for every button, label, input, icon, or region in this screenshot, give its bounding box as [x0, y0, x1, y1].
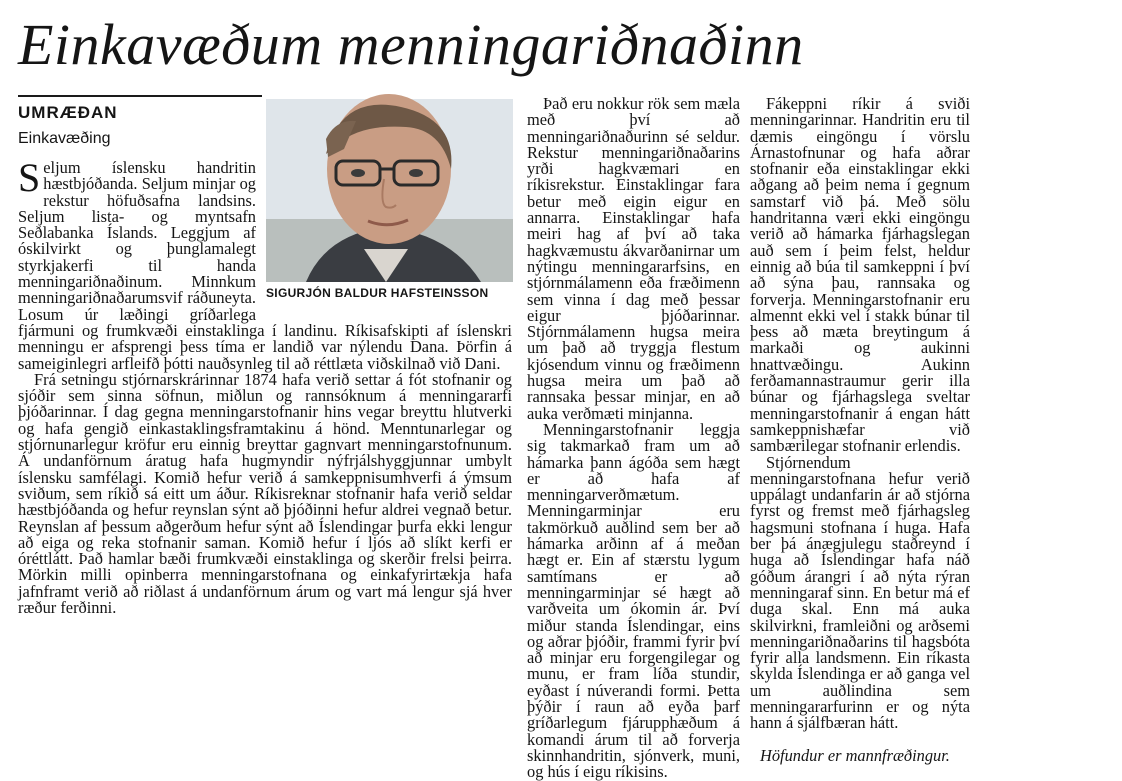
- article-column-3: [750, 94, 970, 765]
- section-subkicker: Einkavæðing: [18, 130, 111, 147]
- article-column-2: [527, 94, 740, 781]
- section-kicker: UMRÆÐAN: [18, 103, 118, 122]
- section-rule: [18, 95, 262, 97]
- article-paragraph: Seljum íslensku handritin hæstbjóðanda. Seljum minjar og rekstur höfuðsafna landsins. Seljum lista- og myntsafn Seðlabanka Íslands. Leggjum af óskilvirkt og þunglamalegt styrkjakerfi til handa menningariðnaðinum. Minnkum menningariðnaðarumsvif ráðuneyta. Losum úr læðingi gríðarlega fjármuni og frumkvæði einstaklinga í landinu. Ríkisafskipti af íslenskri menningu er afsprengi þess tíma er landið var nýlendu Dana. Þörfin á sameiginlegri arfleifð þótti nauðsynleg til að réttlæta viðskilnað við Dani.: [18, 155, 512, 373]
- author-note: Höfundur er mannfræðingur.: [760, 745, 950, 765]
- photo-wrap-spacer: [256, 160, 512, 307]
- article-paragraph: Frá setningu stjórnarskrárinnar 1874 hafa verið settar á fót stofnanir og sjóðir sem sinna söfnun, miðlun og rannsóknum á menningararfi þjóðarinnar. Í dag gegna menningarstofnanir hins vegar breyttu hlutverki og hafa gengið einkastaklingsframtakinu á hönd. Menntunarlegar og stjórnunarlegur kröfur eru einnig breyttar gagnvart menningarstofnunum. Á undanförnum áratug hafa hugmyndir nýfrjálshyggjunnar umbylt íslensku samfélagi. Komið hefur verið á samkeppnisumhverfi á ýmsum sviðum, sem ríkið sá eitt um áður. Ríkisreknar stofnanir hafa verið seldar hæstbjóðanda og hefur reynslan sýnt að þjóðinni hefur aldrei vegnað betur. Reynslan af þessum aðgerðum hefur sýnt að Íslendingar þurfa ekki lengur að eiga og reka stofnanir saman. Komið hefur í ljós að slíkt kerfi er óréttlátt. Það hamlar bæði frumkvæði einstaklinga og skerðir frelsi þeirra. Mörkin milli opinberra menningarstofnana og einkafyrirtækja hafa jafnframt verið að riðlast á undanförnum árum og vart má lengur sjá hver ræður ferðinni.: [18, 369, 512, 618]
- article-paragraph: Fákeppni ríkir á sviði menningarinnar. Handritin eru til dæmis eingöngu í vörslu Árnastofnunar og hafa aðrar stofnanir eða einstaklingar ekki aðgang að þeim nema í gegnum samstarf við þá. Með sölu handritanna væri ekki eingöngu verið að hámarka fjárhagslegan auð sem í þeim felst, heldur einnig að búa til samkeppni í því að sýna þau, rannsaka og forverja. Menningarstofnanir eru almennt ekki vel í stakk búnar til þess að mæta breytingum á markaði og aukinni hnattvæðingu. Aukinn ferðamannastraumur gerir illa búnar og fjárhagslega sveltar menningarstofnanir á engan hátt samkeppnishæfar við sambærilegar stofnanir erlendis.: [750, 94, 970, 456]
- headline: Einkavæðum menningariðnaðinn: [18, 12, 804, 77]
- article-paragraph: Stjórnendum menningarstofnana hefur verið uppálagt undanfarin ár að stjórna fyrst og fremst með fjárhagsleg hagsmuni stofnana í huga. Hafa ber þá ánægjulegu staðreynd í huga að Íslendingar hafa náð góðum árangri í að nýta rýran menningaraf sinn. En betur má ef duga skal. Enn má auka skilvirkni, framleiðni og arðsemi menningariðnaðarins til hagsbóta fyrir alla landsmenn. Ein ríkasta skylda Íslendinga er að ganga vel um auðlindina sem menningararfurinn er og nýta hann á sjálfbæran hátt.: [750, 452, 970, 733]
- drop-cap: S: [18, 155, 41, 200]
- article-paragraph: Menningarstofnanir leggja sig takmarkað fram um að hámarka þann ágóða sem hægt er að hafa af menningarverðmætum. Menningarminjar eru takmörkuð auðlind sem ber að hámarka arðinn af á meðan hægt er. Ein af stærstu lygum samtímans er að menningarminjar sé hægt að varðveita um ókomin ár. Því miður standa Íslendingar, eins og aðrar þjóðir, frammi fyrir því að minjar eru forgengilegar og munu, er fram líða stundir, eyðast í núverandi formi. Þetta þýðir í raun að eyða þarf gríðarlegum fjárupphæðum á komandi árum til að forverja skinnhandritin, sjónverk, muni, og hús í eigu ríkisins.: [527, 419, 740, 781]
- article-column-1: [18, 155, 512, 728]
- article-paragraph: Það eru nokkur rök sem mæla með því að menningariðnaðurinn sé seldur. Rekstur menningariðnaðarins yrði hagkvæmari en ríkisrekstur. Einstaklingar fara betur með eigin eigur en annarra. Einstaklingar hafa meiri hag af því að taka hagkvæmustu ákvarðanirnar um nýtingu menningararfsins, en stjórnmálamenn eða fræðimenn sem vinna í dag með þessar eigur þjóðarinnar. Stjórnmálamenn hugsa meira um það að tryggja flestum kjósendum vinnu og fræðimenn hugsa meira um það að rannsaka þessar minjar, en að auka verðmæti minjanna.: [527, 94, 740, 423]
- photo-caption: SIGURJÓN BALDUR HAFSTEINSSON: [266, 286, 489, 300]
